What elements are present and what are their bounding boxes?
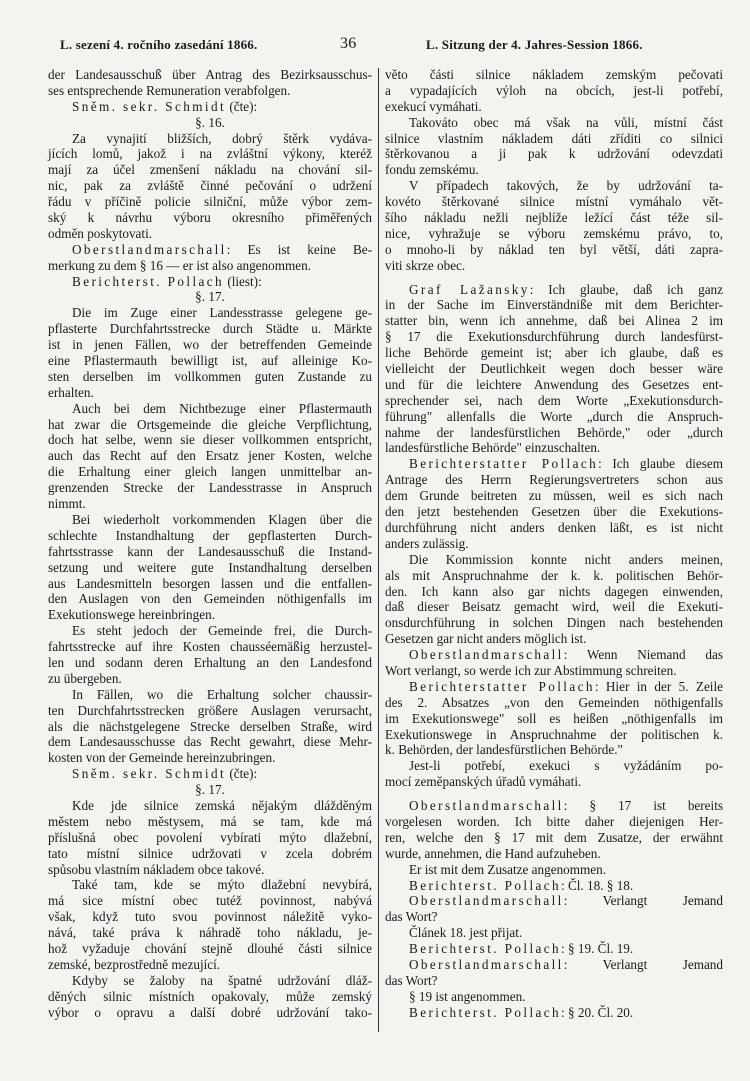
paragraph: [385, 178, 723, 273]
text-line: das Wort?: [385, 909, 438, 925]
text-line: fondu zemskému.: [385, 162, 479, 178]
text-line: nice, vyhražuje se výboru zemskému právo, to,: [385, 225, 723, 241]
text-line: viti skrze obec.: [385, 257, 466, 273]
text-line: věto části silnice nákladem zemským pečovati: [385, 67, 723, 82]
text-line: eine Pflastermauth bewilligt ist, auf alleinige Ko-: [48, 353, 372, 369]
text-line: Také tam, kde se mýto dlažební nevybírá,: [72, 877, 372, 893]
text-line: grenzenden Strecke der Landesstrasse in Anspruch: [48, 480, 372, 496]
paragraph: [48, 131, 372, 242]
text-line: daß dieser Beisatz gemacht wird, weil die Exekuti-: [385, 599, 723, 615]
paragraph: [385, 115, 723, 179]
text-line: fahrtsstrecke auf ihre Kosten chausséemäßig herzustel-: [48, 639, 372, 655]
text-line: als die nächstgelegene Strecke derselben Straße, wird: [48, 718, 372, 734]
text-line: Exekutionswege hereinbringen.: [48, 607, 215, 623]
text-line: ist in jenen Fällen, wo der betreffenden Gemeinde: [48, 337, 372, 353]
text-line: tato místní silnice udržovati v zcela dobrém: [48, 845, 372, 861]
text-line: řádu v příčině policie silniční, může výbor zem-: [48, 194, 372, 210]
text-line: Auch bei dem Nichtbezuge einer Pflastermauth: [72, 400, 372, 416]
text-line: k. Behörden, der landesfürstlichen Behörde.": [385, 742, 623, 758]
text-line: ses entsprechende Remuneration verabfolgen.: [48, 82, 291, 98]
speaker-paragraph: [385, 957, 723, 989]
text-line: [385, 941, 723, 957]
text-line: nic, pak za zvláště činné pečování o udržení: [48, 178, 372, 194]
text-line: doch hat selbe, wenn sie dieser vollkommen entspricht,: [48, 432, 372, 448]
line-text: : § 20. Čl. 20.: [561, 1004, 634, 1020]
text-line: dem Landesausschusse das Recht gewahrt, diese Mehr-: [48, 734, 372, 750]
text-line: Bei wiederholt vorkommenden Klagen über die: [72, 511, 372, 527]
paragraph: [48, 687, 372, 766]
text-line: merkung zu dem § 16 — er ist also angenommen.: [48, 257, 311, 273]
text-line: odměn poskytovati.: [48, 225, 153, 241]
text-line: Er ist mit dem Zusatze angenommen.: [409, 861, 607, 877]
speaker-name: Berichterst. Pollach: [409, 1004, 562, 1020]
text-line: Kde jde silnice zemská nějakým dlážděným: [72, 797, 372, 813]
speaker-paragraph: [48, 766, 372, 782]
line-text: : Verlangt Jemand: [563, 956, 723, 972]
text-line: zu übergeben.: [48, 670, 122, 686]
text-line: pflasterte Durchfahrtsstrecke durch Städte u. Märkte: [48, 321, 372, 337]
text-line: [385, 957, 723, 973]
text-line: schlechte Instandhaltung der gepflasterten Durch-: [48, 527, 372, 543]
text-line: mocí zeměpanských úřadů vymáhati.: [385, 774, 582, 790]
text-line: ský k návrhu výboru okresního přiměřených: [48, 210, 372, 226]
text-line: Die Kommission konnte nicht anders meinen,: [409, 551, 723, 567]
text-line: městem nebo městysem, má se tam, kde má: [48, 813, 372, 829]
text-line: příslušná obec povolení vybírati mýto dlažební,: [48, 829, 372, 845]
paragraph: [48, 973, 372, 1021]
line-text: (čte):: [226, 766, 258, 782]
text-line: V případech takových, že by udržování ta-: [409, 178, 723, 194]
section-heading: [48, 289, 372, 305]
text-line: §. 17.: [195, 782, 225, 798]
speaker-paragraph: [48, 274, 372, 290]
text-line: kovéto štěrkované silnice místní vymáhalo vět-: [385, 194, 723, 210]
text-line: děných silnic místních opakovaly, může zemský: [48, 988, 372, 1004]
speaker-name: Oberstlandmarschall: [409, 798, 564, 814]
text-line: Es steht jedoch der Gemeinde frei, die Durch-: [72, 623, 372, 639]
text-line: fahrtsstrasse kann der Landesausschuß die Instand-: [48, 543, 372, 559]
text-line: §. 17.: [195, 289, 225, 305]
text-line: hož vyžaduje chování stejně dlouhé části silnice: [48, 940, 372, 956]
text-line: sprechender sei, nach dem Worte „Exekutionsdurch-: [385, 392, 723, 408]
speaker-name: Berichterst. Pollach: [409, 941, 562, 957]
speaker-paragraph: [385, 1005, 723, 1021]
text-line: o mnoho-li by náklad ten byl větší, dáti zapra-: [385, 241, 723, 257]
text-line: ten Durchfahrtsstrecken größere Auslagen verursacht,: [48, 702, 372, 718]
text-line: exekucí vymáhati.: [385, 98, 482, 114]
text-line: aus Landesmitteln besorgen lassen und die entfallen-: [48, 575, 372, 591]
paragraph: [385, 989, 723, 1005]
text-line: in der Sache im Einverständniße mit dem Berichter-: [385, 297, 723, 313]
speaker-name: Sněm. sekr. Schmidt: [72, 98, 227, 114]
text-line: má sice místní obec tutéž povinnost, nabývá: [48, 893, 372, 909]
speaker-paragraph: [385, 282, 723, 457]
text-line: Gesetzen gar nicht anders möglich ist.: [385, 631, 587, 647]
speaker-paragraph: [385, 647, 723, 679]
text-line: den. Ich kann also gar nichts dagegen einwenden,: [385, 583, 723, 599]
text-line: spůsobu vlastním nákladem obce takové.: [48, 861, 265, 877]
text-line: §. 16.: [195, 114, 225, 130]
paragraph-gap: [385, 790, 723, 798]
speaker-name: Berichterst. Pollach: [409, 877, 562, 893]
text-line: Článek 18. jest přijat.: [409, 925, 523, 941]
text-line: len und sodann deren Erhaltung an den Landesfond: [48, 654, 372, 670]
paragraph: [48, 623, 372, 687]
text-line: ren, welche den § 17 mit dem Zusatze, der erwähnt: [385, 829, 723, 845]
speaker-name: Oberstlandmarschall: [409, 647, 564, 663]
running-header-german: L. Sitzung der 4. Jahres-Session 1866.: [426, 37, 643, 52]
text-line: [385, 282, 723, 298]
paragraph: [385, 862, 723, 878]
text-line: In Fällen, wo die Erhaltung solcher chaussir-: [72, 686, 372, 702]
text-line: a vypadajících výloh na obcích, jest-li potřebí,: [385, 82, 723, 98]
text-line: den jetzt bestehenden Gesetzen über die Exekutions-: [385, 504, 723, 520]
text-line: však, když tuto svou povinnost náležitě vyko-: [48, 909, 372, 925]
paragraph: [48, 305, 372, 400]
text-line: Jest-li potřebí, exekuci s vyžádáním po-: [409, 758, 723, 774]
speaker-paragraph: [385, 798, 723, 862]
text-line: setzung und weitere gute Instandhaltung derselben: [48, 559, 372, 575]
text-line: silnice vlastním nákladem dáti zříditi co silnici: [385, 130, 723, 146]
speaker-paragraph: [385, 679, 723, 758]
paragraph: [48, 512, 372, 623]
paragraph: [48, 401, 372, 512]
text-line: erhalten.: [48, 384, 94, 400]
text-line: [385, 893, 723, 909]
text-line: mají za účel zmenšení nákladu na chování sil-: [48, 162, 372, 178]
text-line: wurde, annehmen, die Hand aufzuheben.: [385, 845, 601, 861]
speaker-name: Sněm. sekr. Schmidt: [72, 766, 227, 782]
text-line: kosten von der Gemeinde hereinzubringen.: [48, 750, 276, 766]
text-line: Exekutionswege in Anspruchnahme der politischen k.: [385, 726, 723, 742]
text-line: und für die leichtere Anwendung des Gesetzes ent-: [385, 376, 723, 392]
paragraph: [48, 67, 372, 99]
line-text: : Ich glaube diesem: [598, 456, 723, 472]
section-heading: [48, 782, 372, 798]
paragraph: [385, 758, 723, 790]
text-line: [385, 647, 723, 663]
text-line: zemské, bezprostředně mezující.: [48, 956, 221, 972]
speaker-paragraph: [385, 456, 723, 551]
left-column: [48, 67, 372, 1020]
speaker-paragraph: [48, 242, 372, 274]
text-line: hat zwar die Ortsgemeinde die gleiche Verpflichtung,: [48, 416, 372, 432]
text-line: nahme der landesfürstlichen Behörde," oder „durch: [385, 424, 723, 440]
text-line: den Auslagen von den Gemeinden nöthigenfalls im: [48, 591, 372, 607]
speaker-name: Graf Lažansky: [409, 281, 530, 297]
running-header-czech: L. sezení 4. ročního zasedání 1866.: [60, 37, 258, 52]
text-line: výbor o opravu a další dobré udržování tako-: [48, 1004, 372, 1020]
speaker-paragraph: [385, 941, 723, 957]
text-line: Wort verlangt, so werde ich zur Abstimmung schreiten.: [385, 662, 677, 678]
text-line: die Erhaltung einer gleich langen unmittelbar an-: [48, 464, 372, 480]
text-line: sten derselben im vollkommen guten Zustande zu: [48, 368, 372, 384]
text-line: statter bin, wenn ich annehme, daß bei Alinea 2 im: [385, 313, 723, 329]
line-text: : Verlangt Jemand: [563, 893, 723, 909]
page-number: 36: [340, 35, 357, 52]
column-divider: [378, 68, 379, 1032]
speaker-paragraph: [48, 99, 372, 115]
line-text: : Wenn Niemand das: [563, 647, 723, 663]
text-line: auch das Recht auf den Ersatz jener Kosten, welche: [48, 448, 372, 464]
text-line: [385, 456, 723, 472]
line-text: : Hier in der 5. Zeile: [594, 678, 723, 694]
speaker-name: Oberstlandmarschall: [409, 893, 564, 909]
text-line: jících lomů, jakož i na zvláštní výkony, kteréž: [48, 146, 372, 162]
text-line: [385, 878, 723, 894]
text-line: šího nákladu nežli nejblíže ležící část téže sil-: [385, 210, 723, 226]
text-line: [48, 766, 372, 782]
text-line: landesfürstliche Behörde" einzuschalten.: [385, 440, 601, 456]
text-line: vorgelesen worden. Ich bitte daher diejenigen Her-: [385, 813, 723, 829]
text-line: als mit Anspruchnahme der k. k. politischen Behör-: [385, 567, 723, 583]
text-line: dem Grunde beitreten zu müssen, weil es sich nach: [385, 488, 723, 504]
speaker-name: Berichterst. Pollach: [72, 273, 225, 289]
text-line: im Exekutionswege" soll es heißen „nöthigenfalls im: [385, 710, 723, 726]
speaker-paragraph: [385, 878, 723, 894]
text-line: [385, 679, 723, 695]
line-text: : Ich glaube, daß ich ganz: [529, 281, 724, 297]
text-line: nává, také práva k náhradě toho nákladu, je-: [48, 925, 372, 941]
text-line: štěrkovanou a ji pak k udržování odevzdati: [385, 146, 723, 162]
line-text: (liest):: [224, 273, 262, 289]
text-line: § 17 die Exekutionsdurchführung durch landesfürst-: [385, 329, 723, 345]
text-line: liche Behörde gemeint ist; aber ich glaube, daß es: [385, 345, 723, 361]
text-line: § 19 ist angenommen.: [409, 988, 526, 1004]
text-line: [48, 99, 372, 115]
text-line: Die im Zuge einer Landesstrasse gelegene ge-: [72, 305, 372, 321]
paragraph-gap: [385, 274, 723, 282]
text-line: durchführung nicht anders denken läßt, es ist nicht: [385, 519, 723, 535]
text-line: der Landesausschuß über Antrag des Bezirksausschus-: [48, 67, 372, 82]
paragraph: [48, 877, 372, 972]
right-column: [385, 67, 723, 1021]
paragraph: [48, 798, 372, 877]
speaker-name: Berichterstatter Pollach: [409, 456, 599, 472]
text-line: [48, 242, 372, 258]
text-line: nimmt.: [48, 496, 86, 512]
text-line: Antrage des Herrn Regierungsvertreters schon aus: [385, 472, 723, 488]
text-line: Kdyby se žaloby na špatné udržování dláž-: [72, 972, 372, 988]
text-line: Za vynajití bližších, dobrý štěrk vydáva-: [72, 130, 372, 146]
speaker-paragraph: [385, 893, 723, 925]
speaker-name: Oberstlandmarschall: [409, 956, 564, 972]
text-line: onsdurchführung in solchen Dingen nach bestehenden: [385, 615, 723, 631]
line-text: : Es ist keine Be-: [226, 241, 372, 257]
paragraph: [385, 552, 723, 647]
line-text: (čte):: [226, 98, 258, 114]
text-line: vielleicht der Deutlichkeit wegen doch besser wäre: [385, 361, 723, 377]
text-line: das Wort?: [385, 972, 438, 988]
speaker-name: Berichterstatter Pollach: [409, 678, 595, 694]
text-line: [385, 1005, 723, 1021]
speaker-name: Oberstlandmarschall: [72, 241, 227, 257]
line-text: : § 17 ist bereits: [563, 798, 723, 814]
paragraph: [385, 925, 723, 941]
text-line: [48, 274, 372, 290]
text-line: [385, 798, 723, 814]
text-line: Takováto obec má však na vůli, místní část: [409, 114, 723, 130]
line-text: : Čl. 18. § 18.: [561, 877, 634, 893]
paragraph: [385, 67, 723, 115]
line-text: : § 19. Čl. 19.: [561, 941, 634, 957]
section-heading: [48, 115, 372, 131]
text-line: des 2. Absatzes „von den Gemeinden nöthigenfalls: [385, 694, 723, 710]
text-line: führung" allenfalls die Worte „durch die Anspruch-: [385, 408, 723, 424]
text-line: anders zulässig.: [385, 535, 469, 551]
